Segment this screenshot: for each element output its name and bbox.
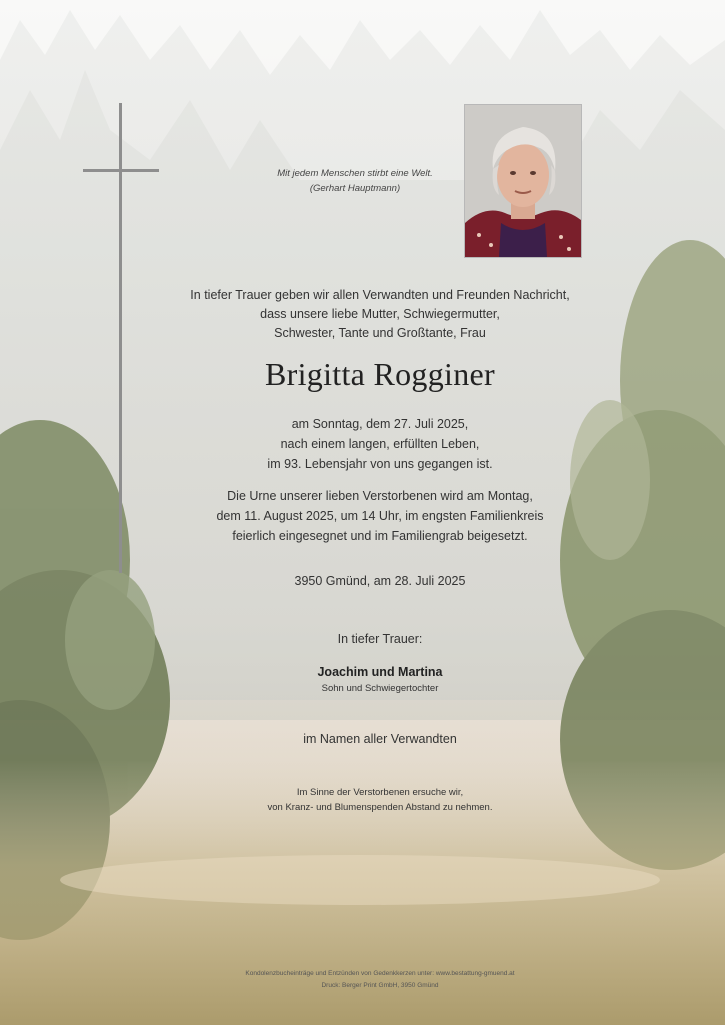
deceased-name: Brigitta Rogginer: [265, 356, 495, 392]
funeral-line: dem 11. August 2025, um 14 Uhr, im engsten Familienkreis: [216, 509, 544, 523]
cross-vertical-bar: [119, 103, 122, 573]
quote: [250, 166, 460, 196]
quote-author: (Gerhart Hauptmann): [309, 183, 401, 194]
mourners-relation: Sohn und Schwiegertochter: [321, 683, 439, 694]
place-date: 3950 Gmünd, am 28. Juli 2025: [294, 574, 466, 588]
donation-request: [160, 785, 600, 815]
portrait-photo: [464, 104, 582, 258]
funeral-line: Die Urne unserer lieben Verstorbenen wird am Montag,: [227, 489, 533, 503]
death-notice-line: im 93. Lebensjahr von uns gegangen ist.: [267, 457, 493, 471]
mourners-heading: In tiefer Trauer:: [337, 632, 423, 646]
intro-line: dass unsere liebe Mutter, Schwiegermutter,: [260, 307, 500, 321]
footer-line: Kondolenzbucheinträge und Entzünden von Gedenkkerzen unter: www.bestattung-gmuend.at: [245, 970, 515, 977]
funeral-info: [160, 486, 600, 546]
death-notice-line: am Sonntag, dem 27. Juli 2025,: [291, 417, 469, 431]
quote-text: Mit jedem Menschen stirbt eine Welt.: [277, 168, 433, 179]
death-notice-line: nach einem langen, erfüllten Leben,: [280, 437, 480, 451]
request-line: Im Sinne der Verstorbenen ersuche wir,: [296, 787, 464, 798]
intro-line: In tiefer Trauer geben wir allen Verwandten und Freunden Nachricht,: [190, 288, 570, 302]
footer-line: Druck: Berger Print GmbH, 3950 Gmünd: [321, 982, 439, 989]
portrait-image: [465, 105, 581, 257]
funeral-line: feierlich eingesegnet und im Familiengrab beigesetzt.: [232, 529, 528, 543]
relatives-line: im Namen aller Verwandten: [303, 732, 457, 746]
death-notice: [160, 414, 600, 474]
intro-line: Schwester, Tante und Großtante, Frau: [274, 326, 486, 340]
intro-text: [160, 286, 600, 343]
footer-note: [160, 968, 600, 992]
request-line: von Kranz- und Blumenspenden Abstand zu nehmen.: [267, 802, 493, 813]
cross-horizontal-bar: [83, 169, 159, 172]
mourners-name: Joachim und Martina: [317, 665, 443, 679]
